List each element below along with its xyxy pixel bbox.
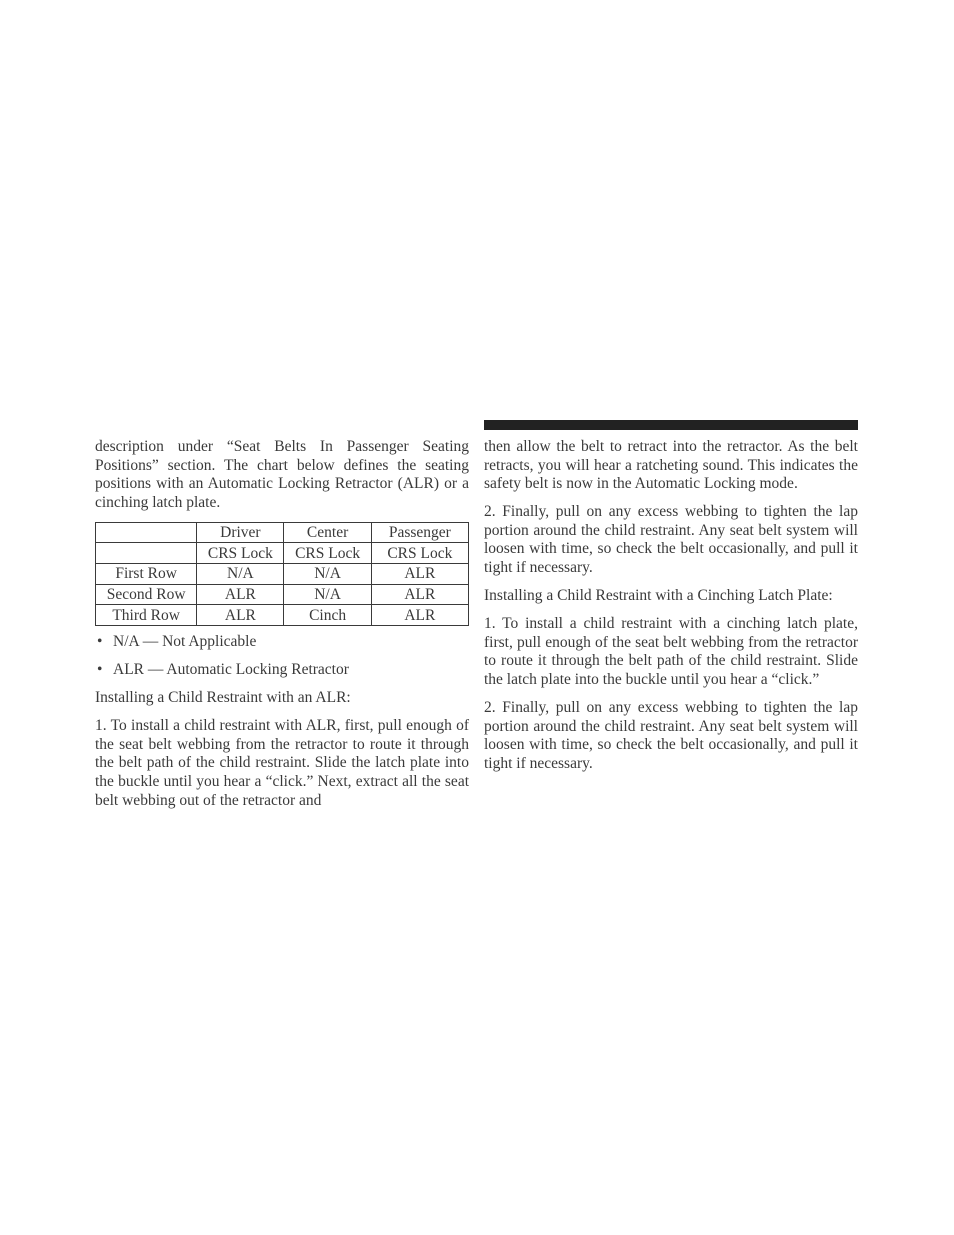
table-cell: ALR: [371, 564, 468, 585]
alr-heading: Installing a Child Restraint with an ALR:: [95, 689, 351, 707]
alr-step-2: 2. Finally, pull on any excess webbing to tighten the lap portion around the child restraint. Any seat belt system will loosen with time, so check the belt occasionally, and pull it tight if necessary.: [484, 503, 858, 577]
table-cell: Cinch: [284, 605, 371, 626]
bullet-icon: •: [97, 632, 103, 650]
list-item: [95, 633, 469, 652]
table-cell: ALR: [197, 605, 284, 626]
table-cell: ALR: [371, 584, 468, 605]
list-item: [95, 661, 469, 680]
table-cell: Second Row: [96, 584, 197, 605]
table-cell: CRS Lock: [371, 543, 468, 564]
table-row: [96, 543, 469, 564]
table-cell: ALR: [371, 605, 468, 626]
right-column: [484, 438, 858, 783]
table-header-cell: Center: [284, 522, 371, 543]
table-row: [96, 584, 469, 605]
table-cell: First Row: [96, 564, 197, 585]
table-cell: N/A: [284, 584, 371, 605]
cinch-step-2: 2. Finally, pull on any excess webbing to tighten the lap portion around the child restraint. Any seat belt system will loosen with time, so check the belt occasionally, and pull it tight if necessary.: [484, 699, 858, 772]
alr-step-1-continued: then allow the belt to retract into the retractor. As the belt retracts, you will hear a ratcheting sound. This indicates the safety belt is now in the Automatic Locking mode.: [484, 438, 858, 493]
table-row: [96, 605, 469, 626]
cinch-heading: Installing a Child Restraint with a Cinching Latch Plate:: [484, 587, 833, 605]
table-cell: CRS Lock: [197, 543, 284, 564]
table-cell: ALR: [197, 584, 284, 605]
section-header-bar: [484, 420, 858, 430]
table-header-cell: Passenger: [371, 522, 468, 543]
table-header-row: [96, 522, 469, 543]
abbreviation-notes: [95, 633, 469, 680]
table-cell: Third Row: [96, 605, 197, 626]
left-column: [95, 438, 469, 820]
table-cell: N/A: [284, 564, 371, 585]
note-text: N/A — Not Applicable: [113, 632, 257, 650]
table-cell: N/A: [197, 564, 284, 585]
table-header-cell: Driver: [197, 522, 284, 543]
seating-positions-table: [95, 522, 469, 626]
alr-step-1: 1. To install a child restraint with ALR, first, pull enough of the seat belt webbing from the retractor to route it through the belt path of the child restraint. Slide the latch plate into the buckle until you hear a “click.” Next, extract all the seat belt webbing out of the retractor and: [95, 717, 469, 809]
cinch-step-1: 1. To install a child restraint with a cinching latch plate, first, pull enough of the seat belt webbing from the retractor to route it through the belt path of the child restraint. Slide the latch plate into the buckle until you hear a “click.”: [484, 615, 858, 689]
note-text: ALR — Automatic Locking Retractor: [113, 660, 349, 678]
bullet-icon: •: [97, 660, 103, 678]
table-cell: CRS Lock: [284, 543, 371, 564]
table-cell: [96, 543, 197, 564]
table-row: [96, 564, 469, 585]
table-header-cell: [96, 522, 197, 543]
intro-paragraph: description under “Seat Belts In Passenger Seating Positions” section. The chart below defines the seating positions with an Automatic Locking Retractor (ALR) or a cinching latch plate.: [95, 438, 469, 511]
